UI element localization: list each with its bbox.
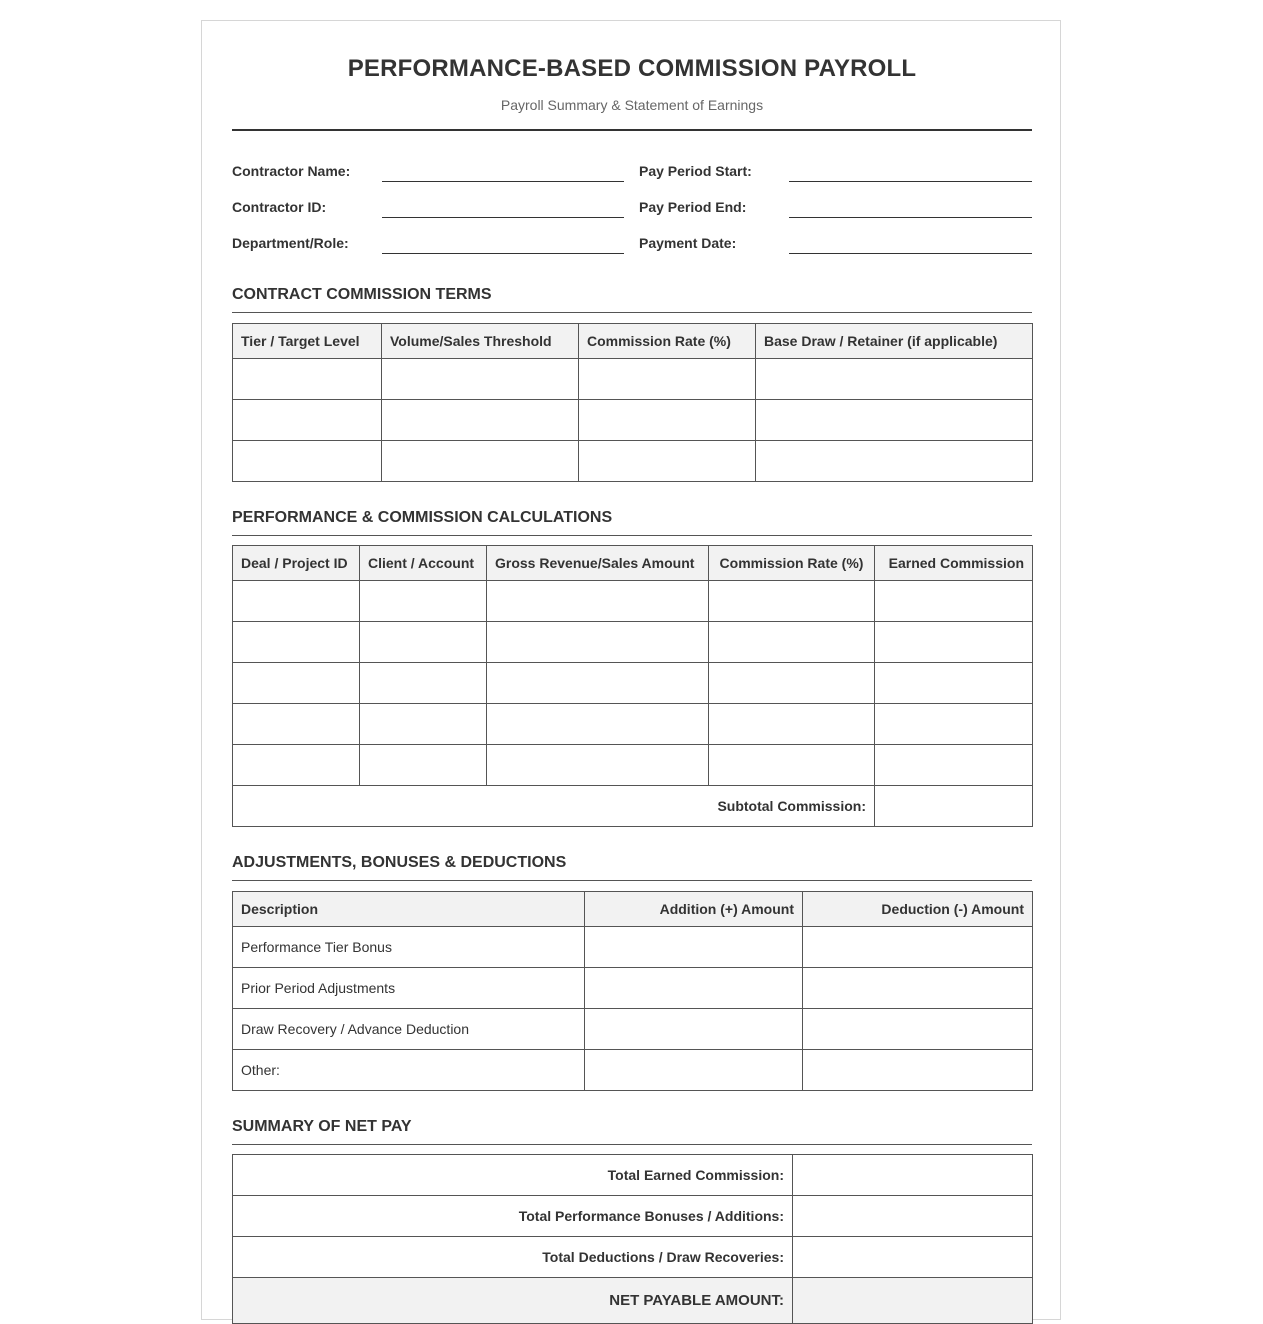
table-row — [233, 359, 1033, 400]
terms-header-cell: Tier / Target Level — [233, 324, 382, 359]
contractor-name-field[interactable] — [382, 181, 624, 182]
table-cell[interactable] — [233, 663, 360, 704]
addition-amount-cell[interactable] — [585, 968, 803, 1009]
table-row — [233, 1196, 1033, 1237]
terms-table — [232, 323, 1033, 482]
summary-table — [232, 1154, 1033, 1324]
total-deductions-label: Total Deductions / Draw Recoveries: — [233, 1237, 793, 1278]
total-earned-commission-value[interactable] — [793, 1155, 1033, 1196]
summary-section-title: SUMMARY OF NET PAY — [232, 1118, 1032, 1145]
table-row — [233, 1050, 1033, 1091]
pay-period-end-label: Pay Period End: — [639, 199, 747, 215]
table-row — [233, 927, 1033, 968]
table-cell[interactable] — [709, 745, 875, 786]
calculations-header-cell: Deal / Project ID — [233, 546, 360, 581]
table-cell[interactable] — [487, 622, 709, 663]
terms-header-cell: Volume/Sales Threshold — [382, 324, 579, 359]
table-cell[interactable] — [382, 359, 579, 400]
contractor-id-label: Contractor ID: — [232, 199, 327, 215]
pay-period-end-field[interactable] — [789, 217, 1032, 218]
table-cell[interactable] — [233, 745, 360, 786]
adjustment-description: Draw Recovery / Advance Deduction — [233, 1009, 585, 1050]
subtotal-commission-value[interactable] — [875, 786, 1033, 827]
subtotal-commission-label: Subtotal Commission: — [233, 786, 875, 827]
table-cell[interactable] — [709, 663, 875, 704]
terms-header-row — [233, 324, 1033, 359]
table-row — [233, 968, 1033, 1009]
table-cell[interactable] — [360, 663, 487, 704]
payment-date-field[interactable] — [789, 253, 1032, 254]
table-cell[interactable] — [756, 441, 1033, 482]
terms-section-title: CONTRACT COMMISSION TERMS — [232, 286, 1032, 313]
table-cell[interactable] — [709, 622, 875, 663]
department-role-field[interactable] — [382, 253, 624, 254]
adjustments-header-cell: Addition (+) Amount — [585, 892, 803, 927]
total-bonuses-label: Total Performance Bonuses / Additions: — [233, 1196, 793, 1237]
table-cell[interactable] — [875, 581, 1033, 622]
form-subtitle: Payroll Summary & Statement of Earnings — [500, 97, 764, 113]
calculations-header-cell: Commission Rate (%) — [709, 546, 875, 581]
adjustments-header-row — [233, 892, 1033, 927]
table-cell[interactable] — [487, 745, 709, 786]
table-cell[interactable] — [875, 745, 1033, 786]
deduction-amount-cell[interactable] — [803, 968, 1033, 1009]
table-cell[interactable] — [875, 663, 1033, 704]
net-payable-value[interactable] — [793, 1278, 1033, 1324]
table-cell[interactable] — [875, 704, 1033, 745]
adjustments-section-title: ADJUSTMENTS, BONUSES & DEDUCTIONS — [232, 854, 1032, 881]
table-cell[interactable] — [233, 704, 360, 745]
calculations-header-cell: Earned Commission — [875, 546, 1033, 581]
table-cell[interactable] — [709, 581, 875, 622]
terms-header-cell: Base Draw / Retainer (if applicable) — [756, 324, 1033, 359]
table-row — [233, 622, 1033, 663]
department-role-label: Department/Role: — [232, 235, 349, 251]
table-row — [233, 441, 1033, 482]
table-cell[interactable] — [487, 704, 709, 745]
table-cell[interactable] — [487, 581, 709, 622]
title-divider — [232, 129, 1032, 131]
table-cell[interactable] — [360, 622, 487, 663]
table-row — [233, 400, 1033, 441]
contractor-id-field[interactable] — [382, 217, 624, 218]
table-cell[interactable] — [875, 622, 1033, 663]
table-cell[interactable] — [382, 441, 579, 482]
payment-date-label: Payment Date: — [639, 235, 737, 251]
table-cell[interactable] — [360, 581, 487, 622]
table-cell[interactable] — [382, 400, 579, 441]
table-cell[interactable] — [487, 663, 709, 704]
table-row — [233, 581, 1033, 622]
table-row — [233, 745, 1033, 786]
table-cell[interactable] — [233, 441, 382, 482]
table-cell[interactable] — [233, 359, 382, 400]
table-row — [233, 1155, 1033, 1196]
form-title: PERFORMANCE-BASED COMMISSION PAYROLL — [347, 55, 917, 82]
table-row — [233, 704, 1033, 745]
table-cell[interactable] — [360, 745, 487, 786]
adjustments-header-cell: Description — [233, 892, 585, 927]
table-cell[interactable] — [579, 400, 756, 441]
deduction-amount-cell[interactable] — [803, 1050, 1033, 1091]
addition-amount-cell[interactable] — [585, 927, 803, 968]
net-payable-row — [233, 1278, 1033, 1324]
table-row — [233, 663, 1033, 704]
pay-period-start-field[interactable] — [789, 181, 1032, 182]
deduction-amount-cell[interactable] — [803, 927, 1033, 968]
pay-period-start-label: Pay Period Start: — [639, 163, 752, 179]
adjustment-description: Prior Period Adjustments — [233, 968, 585, 1009]
table-row — [233, 1009, 1033, 1050]
calculations-header-row — [233, 546, 1033, 581]
addition-amount-cell[interactable] — [585, 1009, 803, 1050]
adjustment-description: Performance Tier Bonus — [233, 927, 585, 968]
table-cell[interactable] — [579, 441, 756, 482]
calculations-section-title: PERFORMANCE & COMMISSION CALCULATIONS — [232, 509, 1032, 536]
total-deductions-value[interactable] — [793, 1237, 1033, 1278]
table-cell[interactable] — [233, 581, 360, 622]
adjustments-table — [232, 891, 1033, 1091]
total-bonuses-value[interactable] — [793, 1196, 1033, 1237]
payroll-form-page — [201, 20, 1061, 1320]
subtotal-row — [233, 786, 1033, 827]
contractor-name-label: Contractor Name: — [232, 163, 351, 179]
deduction-amount-cell[interactable] — [803, 1009, 1033, 1050]
table-cell[interactable] — [233, 622, 360, 663]
table-row — [233, 1237, 1033, 1278]
adjustments-header-cell: Deduction (-) Amount — [803, 892, 1033, 927]
terms-header-cell: Commission Rate (%) — [579, 324, 756, 359]
calculations-header-cell: Client / Account — [360, 546, 487, 581]
calculations-table — [232, 545, 1033, 827]
net-payable-label: NET PAYABLE AMOUNT: — [233, 1278, 793, 1324]
addition-amount-cell[interactable] — [585, 1050, 803, 1091]
table-cell[interactable] — [756, 400, 1033, 441]
calculations-header-cell: Gross Revenue/Sales Amount — [487, 546, 709, 581]
table-cell[interactable] — [360, 704, 487, 745]
table-cell[interactable] — [756, 359, 1033, 400]
table-cell[interactable] — [233, 400, 382, 441]
adjustment-description: Other: — [233, 1050, 585, 1091]
table-cell[interactable] — [709, 704, 875, 745]
table-cell[interactable] — [579, 359, 756, 400]
total-earned-commission-label: Total Earned Commission: — [233, 1155, 793, 1196]
